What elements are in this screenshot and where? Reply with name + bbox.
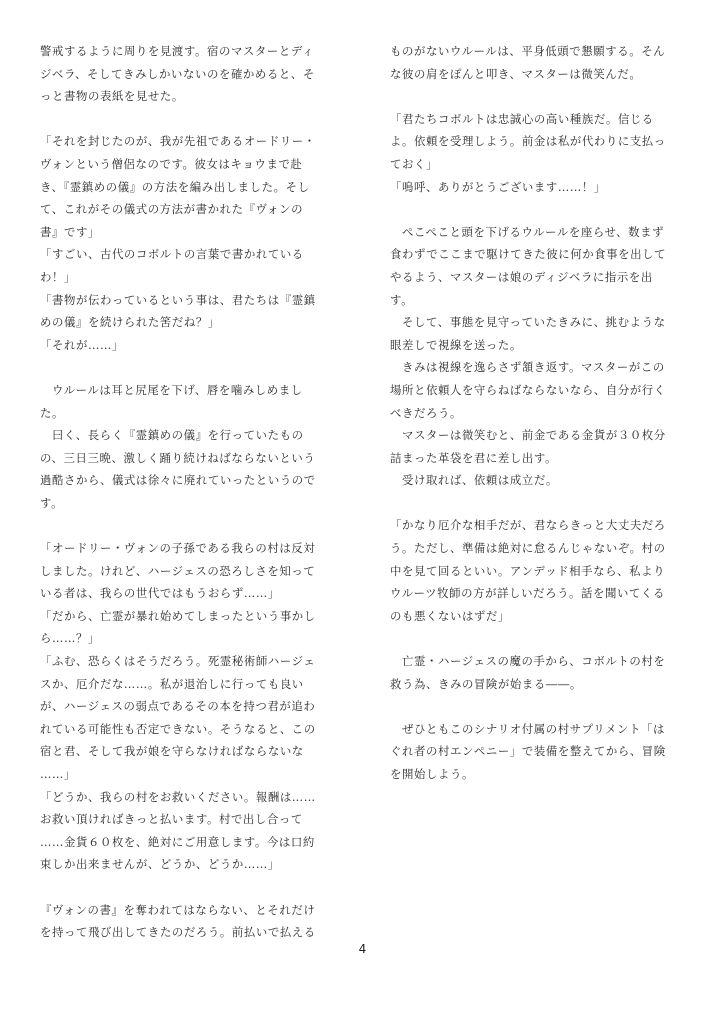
page-number: 4	[358, 942, 367, 956]
paragraph-gap	[40, 876, 340, 899]
text-line: しました。けれど、ハージェスの恐ろしさを知って	[40, 563, 316, 578]
text-line: 曰く、長らく『霊鎮めの儀』を行っていたもの	[40, 428, 304, 443]
text-line: 「オードリー・ヴォンの子孫である我らの村は反対	[40, 541, 316, 556]
left-text-column	[40, 40, 340, 944]
text-line: のも悪くないはずだ」	[390, 608, 510, 623]
text-line: 中を見て回るといい。アンデッド相手なら、私より	[390, 563, 666, 578]
text-line: 過酷さから、儀式は徐々に廃れていったというので	[40, 473, 316, 488]
text-line: 「すごい、古代のコボルトの言葉で書かれている	[40, 247, 304, 262]
text-line: 食わずでここまで駆けてきた彼に何か食事を出して	[390, 247, 667, 262]
text-line: ら……？」	[40, 631, 100, 646]
text-line: 「かなり厄介な相手だが、君ならきっと大丈夫だろ	[390, 518, 666, 533]
text-line: 「どうか、我らの村をお救いください。報酬は……	[40, 789, 316, 804]
text-line: 「君たちコボルトは忠誠心の高い種族だ。信じる	[390, 111, 654, 126]
paragraph-gap	[40, 108, 340, 131]
text-line: ておく」	[390, 156, 438, 171]
text-line: いる者は、我らの世代ではもうおらず……」	[40, 586, 280, 601]
text-line: ……金貨６０枚を、絶対にご用意します。今は口約	[40, 834, 315, 849]
text-line: やるよう、マスターは娘のディジベラに指示を出	[390, 269, 653, 284]
paragraph-gap	[40, 514, 340, 537]
text-line: 「だから、亡霊が暴れ始めてしまったという事かし	[40, 608, 316, 623]
text-line: て、これがその儀式の方法が書かれた『ヴォンの	[40, 202, 304, 217]
text-line: ヴォンという僧侶なのです。彼女はキョウまで赴	[40, 156, 303, 171]
paragraph-gap	[390, 627, 688, 650]
text-line: が、ハージェスの弱点であるその本を持つ君が追わ	[40, 699, 316, 714]
text-line: う。ただし、準備は絶対に怠るんじゃないぞ。村の	[390, 541, 666, 556]
text-line: 受け取れば、依頼は成立だ。	[390, 473, 558, 488]
text-line: ……」	[40, 767, 76, 781]
text-line: ウルーツ牧師の方が詳しいだろう。話を聞いてくる	[390, 586, 665, 601]
right-text-column	[390, 40, 688, 786]
text-line: れている可能性も否定できない。そうなると、この	[40, 721, 316, 736]
text-line: 書』です」	[40, 224, 100, 239]
text-line: お救い頂ければきっと払います。村で出し合って	[40, 812, 303, 827]
text-line: よ。依頼を受理しよう。前金は私が代わりに支払っ	[390, 134, 666, 149]
text-line: な彼の肩をぽんと叩き、マスターは微笑んだ。	[390, 66, 642, 81]
text-line: 『ヴォンの書』を奪われてはならない、とそれだけ	[40, 902, 316, 917]
paragraph-gap	[390, 695, 688, 718]
text-line: わ！」	[40, 269, 76, 284]
text-line: 眼差しで視線を送った。	[390, 337, 522, 352]
text-line: 束しか出来ませんが、どうか、どうか……」	[40, 857, 280, 872]
text-line: 「それが……」	[40, 337, 124, 352]
text-line: きみは視線を逸らさず頷き返す。マスターがこの	[390, 360, 665, 375]
text-line: 「それを封じたのが、我が先祖であるオードリー・	[40, 134, 316, 149]
text-line: ウルールは耳と尻尾を下げ、唇を噛みしめまし	[40, 382, 303, 397]
text-line: 宿と君、そして我が娘を守らなければならないな	[40, 744, 304, 759]
text-line: ぜひともこのシナリオ付属の村サプリメント「は	[390, 721, 665, 736]
text-line: っと書物の表紙を見せた。	[40, 89, 184, 104]
text-line: を開始しよう。	[390, 767, 474, 781]
text-line: 救う為、きみの冒険が始まる――。	[390, 676, 582, 691]
text-line: 「書物が伝わっているという事は、君たちは『霊鎮	[40, 292, 316, 307]
text-line: 「ふむ、恐らくはそうだろう。死霊秘術師ハージェ	[40, 654, 316, 669]
text-line: ものがないウルールは、平身低頭で懇願する。そん	[390, 44, 666, 58]
text-line: す。	[40, 495, 64, 510]
paragraph-gap	[40, 356, 340, 379]
text-line: マスターは微笑むと、前金である金貨が３０枚分	[390, 428, 666, 443]
text-line: の、三日三晩、激しく踊り続けねばならないという	[40, 450, 316, 465]
text-line: 「嗚呼、ありがとうございます……！」	[390, 179, 606, 194]
paragraph-gap	[390, 492, 688, 515]
text-line: ジベラ、そしてきみしかいないのを確かめると、そ	[40, 66, 315, 81]
text-line: た。	[40, 405, 64, 420]
paragraph-gap	[390, 198, 688, 221]
text-line: き、『霊鎮めの儀』の方法を編み出しました。そし	[40, 179, 310, 194]
text-line: 詰まった革袋を君に差し出す。	[390, 450, 557, 465]
text-line: す。	[390, 292, 414, 307]
text-line: そして、事態を見守っていたきみに、挑むような	[390, 315, 666, 330]
text-line: を持って飛び出してきたのだろう。前払いで払える	[40, 925, 316, 940]
text-line: 亡霊・ハージェスの魔の手から、コボルトの村を	[390, 654, 666, 669]
paragraph-gap	[390, 85, 688, 108]
text-line: ぺこぺこと頭を下げるウルールを座らせ、数まず	[390, 224, 665, 239]
text-line: べきだろう。	[390, 405, 462, 420]
text-line: ぐれ者の村エンペニー」で装備を整えてから、冒険	[390, 744, 666, 759]
text-line: 警戒するように周りを見渡す。宿のマスターとディ	[40, 44, 314, 58]
text-line: 場所と依頼人を守らねばならないなら、自分が行く	[390, 382, 666, 397]
text-line: スか、厄介だな……。私が退治しに行っても良い	[40, 676, 304, 691]
text-line: めの儀』を続けられた筈だね？」	[40, 315, 220, 330]
